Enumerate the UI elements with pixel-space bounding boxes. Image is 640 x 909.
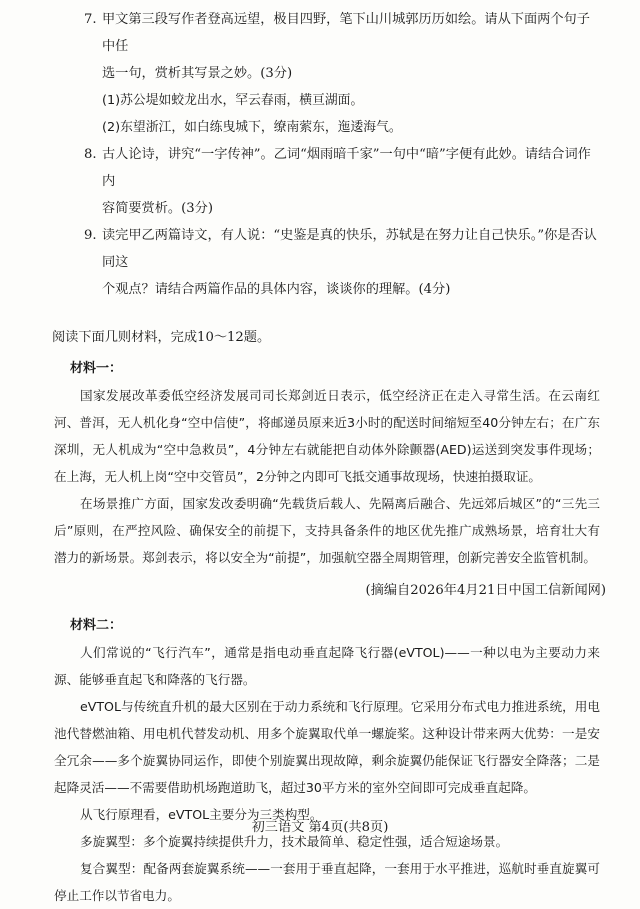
question-number: 8.	[84, 147, 97, 162]
question-text: 甲文第三段写作者登高远望，极目四野，笔下山川城郭历历如绘。请从下面两个句子中任	[102, 12, 590, 54]
material-1-source: (摘编自2026年4月21日中国工信新闻网)	[365, 583, 606, 598]
question-text: 读完甲乙两篇诗文，有人说：“史鉴是真的快乐，苏轼是在努力让自己快乐。”你是否认同这	[102, 228, 597, 270]
question-text: 古人论诗，讲究“一字传神”。乙词“烟雨暗千家”一句中“暗”字便有此妙。请结合词作内	[102, 147, 591, 189]
material-1-heading: 材料一：	[70, 361, 123, 376]
question-number: 7.	[84, 12, 97, 27]
material-2-paragraph: eVTOL与传统直升机的最大区别在于动力系统和飞行原理。它采用分布式电力推进系统，用电池代替燃油箱、用电机代替发动机、用多个旋翼取代单一螺旋桨。这种设计带来两大优势：一是安全冗余——多个旋翼协同运作，即使个别旋翼出现故障，剩余旋翼仍能保证飞行器安全降落；二是起降灵活——不需要借助机场跑道助飞，超过30平方米的室外空间即可完成垂直起降。	[54, 699, 600, 795]
question-text-cont: 容简要赏析。(3分)	[102, 201, 213, 216]
question-text-cont: 个观点？请结合两篇作品的具体内容，谈谈你的理解。(4分)	[102, 282, 451, 297]
question-9	[84, 222, 600, 303]
material-2-paragraph: 从飞行原理看，eVTOL主要分为三类构型。	[80, 807, 323, 822]
material-2-paragraph: 人们常说的“飞行汽车”，通常是指电动垂直起降飞行器(eVTOL)——一种以电为主要动力来源、能够垂直起飞和降落的飞行器。	[54, 645, 600, 687]
question-7	[84, 6, 600, 141]
option-1: (1)苏公堤如蛟龙出水，罕云春雨，横亘湖面。	[102, 93, 364, 108]
material-2-heading: 材料二：	[70, 618, 123, 633]
question-text-cont: 选一句，赏析其写景之妙。(3分)	[102, 66, 293, 81]
page-footer: 初三语文 第4页(共8页)	[251, 820, 389, 835]
material-2-paragraph: 多旋翼型：多个旋翼持续提供升力，技术最简单、稳定性强，适合短途场景。	[80, 834, 509, 849]
reading-intro: 阅读下面几则材料，完成10～12题。	[52, 330, 271, 345]
option-2: (2)东望浙江，如白练曳城下，缭南萦东，迤逶海气。	[102, 120, 402, 135]
material-1-paragraph: 国家发展改革委低空经济发展司司长郑剑近日表示，低空经济正在走入寻常生活。在云南红河、普洱，无人机化身“空中信使”，将邮递员原来近3小时的配送时间缩短至40分钟左右；在广东深圳，无人机成为“空中急救员”，4分钟左右就能把自动体外除颤器(AED)运送到突发事件现场；在上海，无人机上岗“空中交管员”，2分钟之内即可飞抵交通事故现场，快速拍摄取证。	[54, 388, 600, 484]
material-1-paragraph: 在场景推广方面，国家发改委明确“先载货后载人、先隔离后融合、先远郊后城区”的“三先三后”原则，在严控风险、确保安全的前提下，支持具备条件的地区优先推广成熟场景，培育壮大有潜力的新场景。郑剑表示，将以安全为“前提”，加强航空器全周期管理，创新完善安全监管机制。	[54, 496, 600, 565]
material-2-paragraph: 复合翼型：配备两套旋翼系统——一套用于垂直起降，一套用于水平推进，巡航时垂直旋翼可停止工作以节省电力。	[54, 861, 600, 903]
question-number: 9.	[84, 228, 97, 243]
question-8	[84, 141, 600, 222]
